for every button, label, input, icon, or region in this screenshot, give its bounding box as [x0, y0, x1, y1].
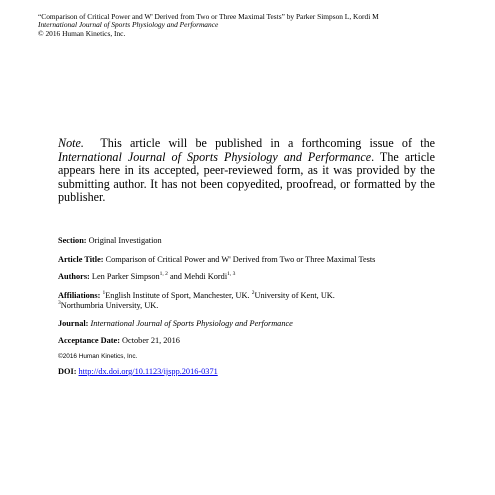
doi-label: DOI	[58, 367, 74, 376]
affil-2-num: 2	[251, 290, 255, 297]
article-title-line	[58, 255, 458, 265]
acceptance-value: October 21, 2016	[122, 336, 180, 345]
doi-link[interactable]: http://dx.doi.org/10.1123/ijspp.2016-0371	[78, 367, 218, 376]
author-2-affil: 1, 3	[227, 271, 236, 278]
article-title-label: Article Title:	[58, 255, 104, 264]
section-value: Original Investigation	[88, 236, 162, 245]
note-journal: International Journal of Sports Physiology and Performance	[58, 149, 372, 164]
header-citation: “Comparison of Critical Power and W' Derived from Two or Three Maximal Tests” by Parker Simpson L, Kordi M	[38, 12, 379, 21]
author-2: Mehdi Kordi	[184, 272, 228, 281]
journal-line	[58, 319, 458, 329]
affil-2: University of Kent, UK.	[254, 291, 335, 300]
acceptance-line	[58, 336, 458, 346]
affil-1-num: 1	[102, 290, 106, 297]
affiliations-label: Affiliations:	[58, 291, 101, 300]
section-line	[58, 236, 458, 246]
journal-label: Journal:	[58, 319, 89, 328]
doi-line: DOI: http://dx.doi.org/10.1123/ijspp.2016-0371	[58, 367, 218, 376]
author-1: Len Parker Simpson	[91, 272, 160, 281]
affiliations-block	[58, 291, 458, 310]
running-header	[38, 13, 458, 38]
header-journal: International Journal of Sports Physiology and Performance	[38, 20, 219, 30]
publication-note	[58, 137, 435, 205]
affil-3: Northumbria University, UK.	[60, 300, 159, 310]
journal-value: International Journal of Sports Physiology and Performance	[90, 319, 293, 328]
acceptance-label: Acceptance Date:	[58, 336, 120, 345]
header-copyright: © 2016 Human Kinetics, Inc.	[38, 28, 126, 38]
section-label: Section:	[58, 236, 87, 245]
article-title-value: Comparison of Critical Power and W' Derived from Two or Three Maximal Tests	[105, 255, 376, 264]
affil-1: English Institute of Sport, Manchester, UK.	[105, 291, 250, 300]
copyright-line: ©2016 Human Kinetics, Inc.	[58, 353, 138, 360]
note-text-2: . The article appears here in its accepted, peer-reviewed form, as it was provided by the submitting author. It has not been copyedited, proofread, or formatted by the publisher.	[58, 149, 435, 205]
affil-3-num: 3	[58, 299, 61, 306]
authors-label: Authors:	[58, 272, 90, 281]
note-text-1: This article will be published in a forthcoming issue of the	[100, 136, 435, 150]
author-1-affil: 1, 2	[159, 271, 168, 278]
authors-conj: and	[169, 272, 182, 281]
authors-line	[58, 272, 458, 282]
note-lead: Note.	[58, 136, 84, 150]
